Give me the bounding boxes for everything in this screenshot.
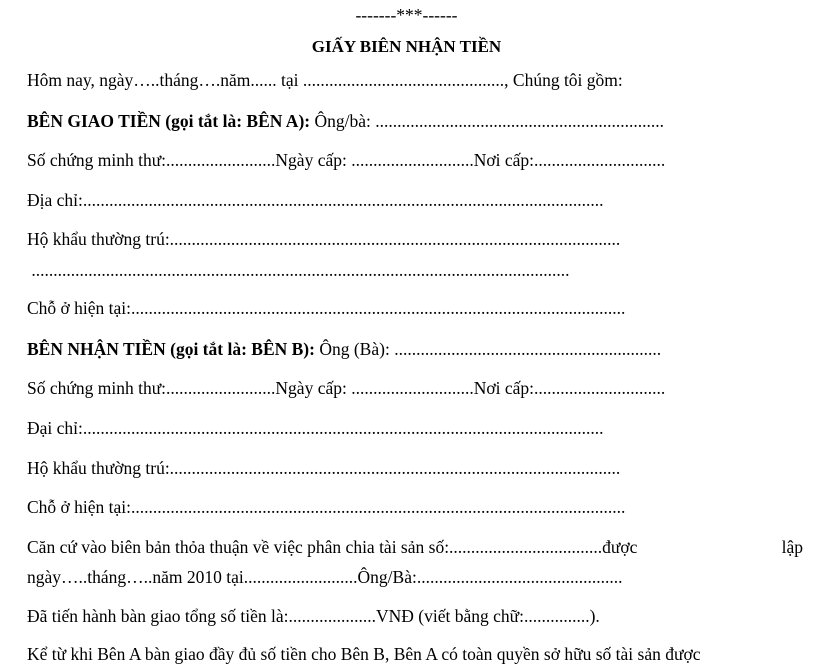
basis-text: Căn cứ vào biên bản thỏa thuận về việc phân chia tài sản số:...................................được: [27, 537, 638, 557]
basis-line-2: ngày…..tháng…..năm 2010 tại..........................Ông/Bà:...............................................: [27, 567, 623, 587]
header-ornament: -------***------: [355, 5, 458, 25]
intro-line: Hôm nay, ngày…..tháng….năm...... tại .............................................., Chúng tôi gồm:: [27, 70, 623, 90]
document-title: GIẤY BIÊN NHẬN TIỀN: [311, 37, 502, 56]
party-b-heading-line: [27, 338, 661, 360]
basis-line-1: [27, 536, 803, 558]
party-b-id-line: Số chứng minh thư:.........................Ngày cấp: ............................Nơi cấp:..............................: [27, 378, 666, 398]
party-a-id-line: Số chứng minh thư:.........................Ngày cấp: ............................Nơi cấp:..............................: [27, 150, 666, 170]
handover-amount-line: Đã tiến hành bàn giao tổng số tiền là:....................VNĐ (viết bằng chữ:...............).: [27, 606, 600, 626]
party-a-current-residence: Chỗ ở hiện tại:.................................................................................................................: [27, 298, 626, 318]
party-a-name-field: Ông/bà: ..................................................................: [310, 111, 664, 131]
party-a-address: Địa chỉ:.......................................................................................................................: [27, 190, 604, 210]
party-a-heading-line: [27, 110, 664, 132]
ownership-line: Kể từ khi Bên A bàn giao đầy đủ số tiền cho Bên B, Bên A có toàn quyền sở hữu số tài sản được: [27, 644, 701, 664]
party-b-current-residence: Chỗ ở hiện tại:.................................................................................................................: [27, 497, 626, 517]
party-b-household: Hộ khẩu thường trú:.......................................................................................................: [27, 458, 621, 478]
party-a-heading: BÊN GIAO TIỀN (gọi tắt là: BÊN A):: [27, 111, 311, 131]
party-a-household: Hộ khẩu thường trú:.......................................................................................................: [27, 229, 621, 249]
party-a-household-continued: ...........................................................................................................................: [27, 260, 570, 280]
basis-text-end: lập: [781, 537, 803, 557]
party-b-address: Đại chỉ:.......................................................................................................................: [27, 418, 604, 438]
party-b-heading: BÊN NHẬN TIỀN (gọi tắt là: BÊN B):: [27, 339, 315, 359]
party-b-name-field: Ông (Bà): .............................................................: [314, 339, 662, 359]
